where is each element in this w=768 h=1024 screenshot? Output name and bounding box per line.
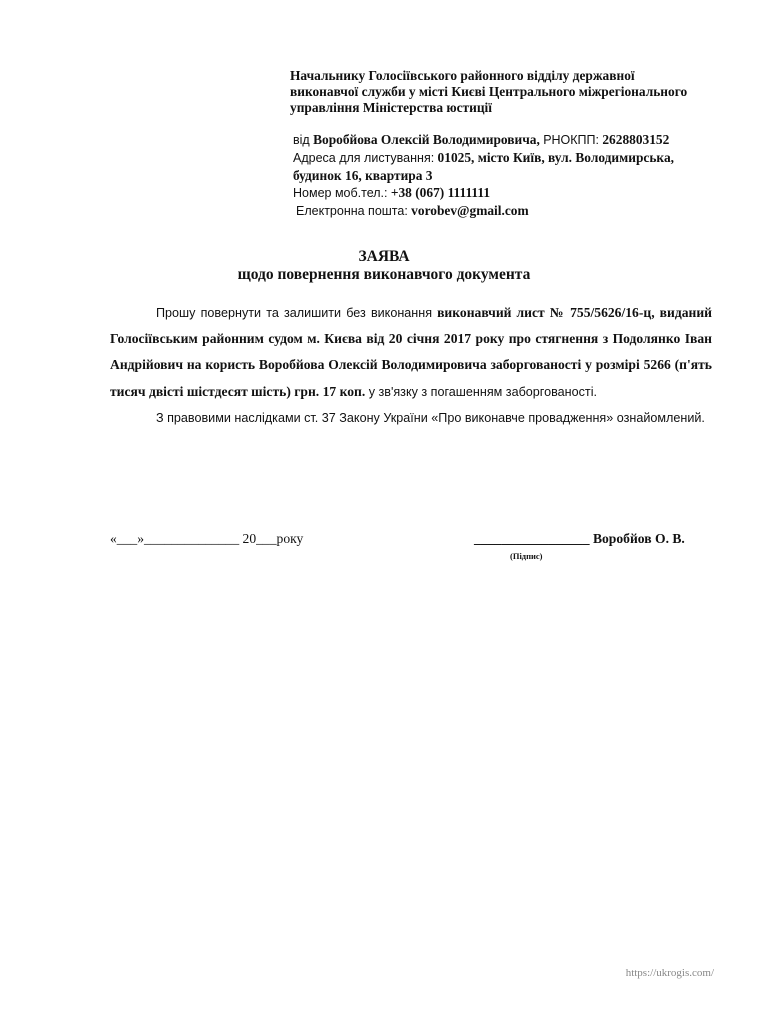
signature-caption: (Підпис): [510, 551, 543, 561]
document-subtitle: щодо повернення виконавчого документа: [237, 266, 531, 283]
sender-block: [293, 131, 733, 220]
sender-name: Воробйова Олексій Володимировича,: [313, 132, 540, 147]
request-text-end: у зв'язку з погашенням заборгованості.: [368, 384, 597, 399]
signature-line: _________________ Воробйов О. В.: [474, 531, 685, 546]
address-value-1: 01025, місто Київ, вул. Володимирська,: [437, 150, 674, 165]
address-value-2: будинок 16, квартира 3: [293, 168, 433, 183]
email-value: vorobev@gmail.com: [411, 203, 529, 218]
address-label: Адреса для листування:: [293, 151, 435, 165]
sender-address-line: [293, 149, 733, 167]
phone-value: +38 (067) 1111111: [390, 185, 491, 200]
addressee-block: [290, 68, 730, 116]
footer-url: https://ukrogis.com/: [625, 967, 714, 979]
acknowledgement-text: З правовими наслідками ст. 37 Закону України «Про виконавче провадження» ознайомлений.: [156, 410, 705, 425]
date-line: «___»______________ 20___року: [110, 531, 304, 546]
addressee-line-2: виконавчої служби у місті Києві Центрального міжрегіонального: [290, 84, 688, 99]
sender-email-line: [293, 202, 733, 220]
rnokpp-value: 2628803152: [602, 132, 670, 147]
request-text-start: Прошу повернути та залишити без виконання: [156, 306, 433, 320]
acknowledgement-paragraph: [110, 405, 712, 431]
document-body: [110, 300, 712, 431]
document-title: ЗАЯВА: [358, 248, 410, 265]
email-label: Електронна пошта:: [296, 204, 408, 218]
from-label: від: [293, 133, 310, 147]
request-paragraph: [110, 300, 712, 405]
sender-address-line-2: [293, 167, 733, 184]
sender-phone-line: [293, 184, 733, 202]
request-writ-details: виконавчий лист № 755/5626/16-ц, виданий Голосіївським районним судом м. Києва від 20 січня 2017 року про стягнення з Подолянко Іван Андрійович на користь Воробйова Олексій Володимировича заборгованості у розмірі 5266 (п'ять тисяч двісті шістдесят шість) грн. 17 коп.: [110, 305, 713, 399]
addressee-line-3: управління Міністерства юстиції: [290, 100, 492, 115]
sender-name-line: [293, 131, 733, 149]
phone-label: Номер моб.тел.:: [293, 186, 388, 200]
addressee-line-1: Начальнику Голосіївського районного відділу державної: [290, 68, 635, 83]
rnokpp-label: РНОКПП:: [543, 133, 599, 147]
